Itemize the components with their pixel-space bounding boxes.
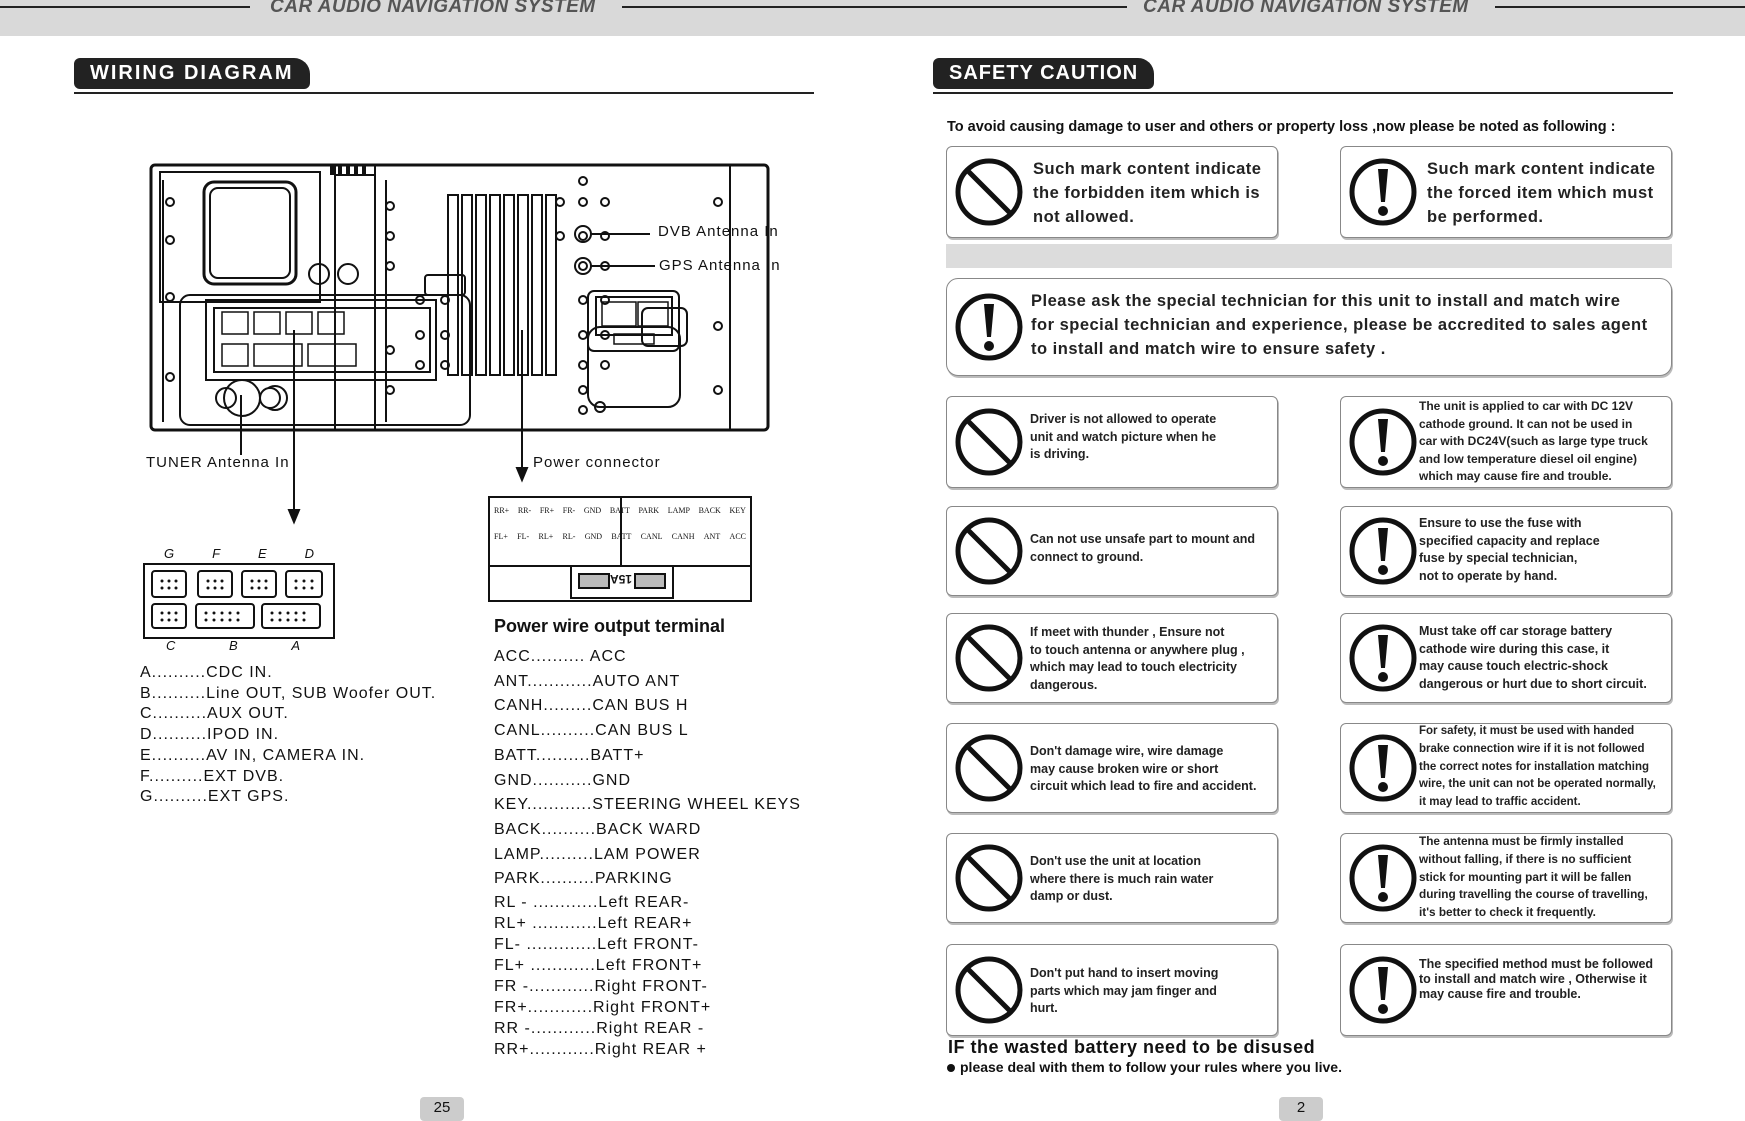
legend-item: G..........EXT GPS. (140, 788, 290, 806)
terminal-label: PARK (638, 506, 660, 515)
header-title-right: CAR AUDIO NAVIGATION SYSTEM (1143, 0, 1469, 17)
exclamation-icon (1347, 156, 1419, 228)
caution-line: Must take off car storage battery (1419, 624, 1613, 638)
notice-line: Please ask the special technician for this unit to install and match wire (1031, 292, 1621, 310)
caution-line: may cause fire and trouble. (1419, 987, 1581, 1001)
callout-lines (0, 0, 870, 560)
exclamation-icon (1347, 406, 1419, 478)
caution-card-driving (946, 396, 1278, 488)
legend-item: D..........IPOD IN. (140, 726, 280, 744)
caution-card-brake (1340, 723, 1672, 813)
caution-card-antenna (1340, 833, 1672, 923)
caution-text (1419, 723, 1656, 812)
connector-letters-top (164, 546, 314, 561)
caution-text (1419, 957, 1653, 1002)
caution-card-battery (1340, 613, 1672, 703)
legend-item: B..........Line OUT, SUB Woofer OUT. (140, 684, 437, 702)
caution-line: wire, the unit can not be operated normally, (1419, 778, 1656, 791)
legend-line: the forbidden item which is (1033, 184, 1261, 202)
caution-line: For safety, it must be used with handed (1419, 725, 1635, 737)
caution-line: parts which may jam finger and (1030, 983, 1217, 998)
caution-line: The antenna must be firmly installed (1419, 834, 1624, 848)
power-terminal-item: RL+ ............Left REAR+ (494, 915, 693, 933)
prohibited-icon (953, 954, 1025, 1026)
power-terminal-item: CANL..........CAN BUS L (494, 722, 689, 740)
caution-card-install-method (1340, 944, 1672, 1036)
caution-line: which may lead to touch electricity (1030, 660, 1238, 674)
caution-line: may cause touch electric-shock (1419, 659, 1608, 673)
terminal-label: ANT (703, 532, 721, 541)
callout-tuner-antenna: TUNER Antenna In (146, 454, 290, 471)
caution-text (1030, 411, 1216, 464)
terminal-label: FR+ (539, 506, 555, 515)
fuse-slot (578, 573, 610, 589)
caution-line: dangerous or hurt due to short circuit. (1419, 676, 1647, 691)
caution-text (1030, 853, 1213, 906)
terminal-label: RL- (562, 532, 576, 541)
legend-item: A..........CDC IN. (140, 664, 273, 681)
terminal-label: GND (583, 506, 602, 515)
header-rule (872, 6, 1127, 8)
caution-text (1419, 833, 1648, 922)
terminal-label: RL+ (538, 532, 554, 541)
connector-block (142, 562, 336, 640)
terminal-label: RR+ (494, 506, 510, 515)
caution-text (1030, 624, 1245, 694)
prohibited-icon (953, 515, 1025, 587)
legend-text (1427, 157, 1655, 229)
caution-line: where there is much rain water (1030, 871, 1214, 886)
connector-letter: E (257, 546, 267, 561)
power-terminal-title: Power wire output terminal (494, 616, 726, 636)
fuse-slot (634, 573, 666, 589)
connector-letter: A (291, 638, 300, 653)
exclamation-icon (1347, 515, 1419, 587)
section-title-safety: SAFETY CAUTION (933, 58, 1154, 89)
caution-line: Don't damage wire, wire damage (1030, 744, 1224, 758)
divider-band (946, 244, 1672, 268)
battery-note-text: please deal with them to follow your rules where you live. (960, 1059, 1342, 1075)
caution-card-location (946, 833, 1278, 923)
legend-line: not allowed. (1033, 208, 1135, 226)
bullet-icon (947, 1064, 955, 1072)
caution-line: during travelling the course of travelling, (1419, 887, 1648, 902)
caution-text (1030, 743, 1256, 796)
callout-gps-antenna: GPS Antenna In (659, 257, 781, 274)
caution-line: cathode ground. It can not be used in (1419, 416, 1633, 431)
power-terminal-item: RR+............Right REAR + (494, 1041, 707, 1059)
legend-text (1033, 157, 1261, 229)
caution-card-wire-damage (946, 723, 1278, 813)
caution-line: specified capacity and replace (1419, 533, 1600, 548)
terminal-label: BACK (698, 506, 721, 515)
battery-disposal-title: IF the wasted battery need to be disused (948, 1037, 1316, 1057)
fuse-housing (570, 567, 674, 599)
caution-line: hurt. (1030, 1001, 1058, 1015)
terminal-row-top (494, 506, 746, 515)
connector-letter: G (164, 546, 175, 561)
caution-line: cathode wire during this case, it (1419, 641, 1610, 656)
caution-line: not to operate by hand. (1419, 568, 1558, 583)
caution-card-dc12v (1340, 396, 1672, 488)
terminal-row-bottom (494, 532, 746, 541)
caution-text (1419, 623, 1647, 693)
power-terminal-item: LAMP..........LAM POWER (494, 845, 701, 863)
power-terminal-item: FR+............Right FRONT+ (494, 999, 712, 1017)
caution-line: it may lead to traffic accident. (1419, 796, 1581, 809)
legend-line: Such mark content indicate (1033, 160, 1262, 178)
caution-line: Ensure to use the fuse with (1419, 516, 1582, 530)
caution-line: it's better to check it frequently. (1419, 905, 1596, 920)
terminal-label: BATT (609, 506, 630, 515)
caution-card-grounding (946, 506, 1278, 596)
terminal-label: CANL (640, 532, 663, 541)
caution-line: which may cause fire and trouble. (1419, 469, 1612, 484)
caution-line: Don't use the unit at location (1030, 854, 1202, 868)
caution-card-thunder (946, 613, 1278, 703)
callout-dvb-antenna: DVB Antenna In (658, 223, 779, 240)
section-rule (933, 92, 1673, 94)
legend-card-forbidden (946, 146, 1278, 238)
caution-line: to install and match wire , Otherwise it (1419, 972, 1647, 986)
connector-letters-bottom (166, 638, 300, 653)
power-terminal-item: BATT..........BATT+ (494, 746, 645, 764)
caution-line: stick for mounting part it will be fallen (1419, 869, 1632, 884)
caution-card-moving-parts (946, 944, 1278, 1036)
power-terminal-item: GND...........GND (494, 771, 632, 789)
caution-line: fuse by special technician, (1419, 551, 1578, 565)
prohibited-icon (953, 156, 1025, 228)
caution-line: dangerous. (1030, 677, 1098, 692)
connector-letter: F (212, 546, 221, 561)
section-title-wiring: WIRING DIAGRAM (74, 58, 310, 89)
caution-line: and low temperature diesel oil engine) (1419, 451, 1638, 466)
caution-line: to touch antenna or anywhere plug , (1030, 642, 1245, 657)
terminal-label: CANH (671, 532, 695, 541)
caution-line: Driver is not allowed to operate (1030, 412, 1217, 426)
caution-text (1419, 398, 1648, 486)
page-number-right: 2 (1279, 1097, 1323, 1121)
power-terminal-item: PARK..........PARKING (494, 870, 673, 888)
caution-text (1030, 965, 1218, 1018)
power-terminal-item: RR -............Right REAR - (494, 1020, 705, 1038)
terminal-label: ACC (729, 532, 746, 541)
legend-card-forced (1340, 146, 1672, 238)
caution-line: The unit is applied to car with DC 12V (1419, 399, 1634, 413)
legend-item: E..........AV IN, CAMERA IN. (140, 746, 366, 764)
exclamation-icon (1347, 622, 1419, 694)
caution-line: may cause broken wire or short (1030, 761, 1219, 776)
caution-line: unit and watch picture when he (1030, 429, 1217, 444)
legend-line: be performed. (1427, 208, 1544, 226)
terminal-label: FL+ (494, 532, 508, 541)
caution-line: Don't put hand to insert moving (1030, 966, 1219, 980)
power-terminal-list (494, 645, 801, 1060)
technician-notice-card (946, 278, 1672, 376)
callout-power-connector: Power connector (533, 454, 661, 471)
terminal-label: RR- (517, 506, 532, 515)
caution-line: brake connection wire if it is not followed (1419, 742, 1645, 755)
notice-line: to install and match wire to ensure safety . (1031, 340, 1386, 358)
power-connector-diagram (488, 496, 752, 602)
legend-line: the forced item which must (1427, 184, 1654, 202)
header-rule (1495, 6, 1745, 8)
caution-line: connect to ground. (1030, 549, 1144, 564)
power-terminal-item: FL- .............Left FRONT- (494, 936, 699, 954)
power-terminal-item: FR -............Right FRONT- (494, 978, 708, 996)
terminal-label: FL- (517, 532, 530, 541)
terminal-label: BATT (611, 532, 632, 541)
power-terminal-item: KEY............STEERING WHEEL KEYS (494, 796, 801, 814)
power-terminal-item: BACK..........BACK WARD (494, 820, 702, 838)
terminal-label: GND (584, 532, 603, 541)
technician-notice-text (1031, 289, 1648, 361)
caution-line: If meet with thunder , Ensure not (1030, 625, 1225, 639)
prohibited-icon (953, 622, 1025, 694)
legend-item: C..........AUX OUT. (140, 705, 289, 723)
prohibited-icon (953, 732, 1025, 804)
caution-text (1419, 515, 1600, 585)
fuse-rating: 15A (610, 572, 633, 586)
page-number-left: 25 (420, 1097, 464, 1121)
connector-letter: D (304, 546, 314, 561)
power-terminal-item: RL - ............Left REAR- (494, 894, 690, 912)
power-terminal-item: ACC.......... ACC (494, 648, 627, 665)
prohibited-icon (953, 842, 1025, 914)
connector-letter: C (166, 638, 176, 653)
caution-line: car with DC24V(such as large type truck (1419, 434, 1648, 449)
legend-line: Such mark content indicate (1427, 160, 1656, 178)
caution-line: the correct notes for installation matching (1419, 760, 1650, 773)
connector-legend (140, 663, 436, 808)
power-terminal-item: ANT............AUTO ANT (494, 672, 681, 690)
caution-line: circuit which lead to fire and accident. (1030, 779, 1257, 793)
terminal-label: FR- (562, 506, 576, 515)
legend-item: F..........EXT DVB. (140, 767, 285, 785)
caution-card-fuse (1340, 506, 1672, 596)
exclamation-icon (1347, 842, 1419, 914)
terminal-label: KEY (729, 506, 746, 515)
battery-disposal-note (947, 1059, 1342, 1075)
caution-line: is driving. (1030, 447, 1090, 461)
connector-letter: B (229, 638, 238, 653)
header-title-left: CAR AUDIO NAVIGATION SYSTEM (270, 0, 596, 17)
safety-intro: To avoid causing damage to user and others or property loss ,now please be noted as following : (947, 119, 1616, 135)
exclamation-icon (953, 291, 1025, 363)
caution-line: The specified method must be followed (1419, 957, 1654, 971)
power-terminal-item: FL+ ............Left FRONT+ (494, 957, 703, 975)
power-terminal-item: CANH.........CAN BUS H (494, 697, 689, 715)
prohibited-icon (953, 406, 1025, 478)
exclamation-icon (1347, 732, 1419, 804)
caution-line: damp or dust. (1030, 889, 1113, 903)
caution-text (1030, 531, 1255, 566)
caution-line: without falling, if there is no sufficient (1419, 851, 1632, 866)
exclamation-icon (1347, 954, 1419, 1026)
terminal-label: LAMP (667, 506, 690, 515)
notice-line: for special technician and experience, please be accredited to sales agent (1031, 316, 1648, 334)
caution-line: Can not use unsafe part to mount and (1030, 532, 1256, 546)
